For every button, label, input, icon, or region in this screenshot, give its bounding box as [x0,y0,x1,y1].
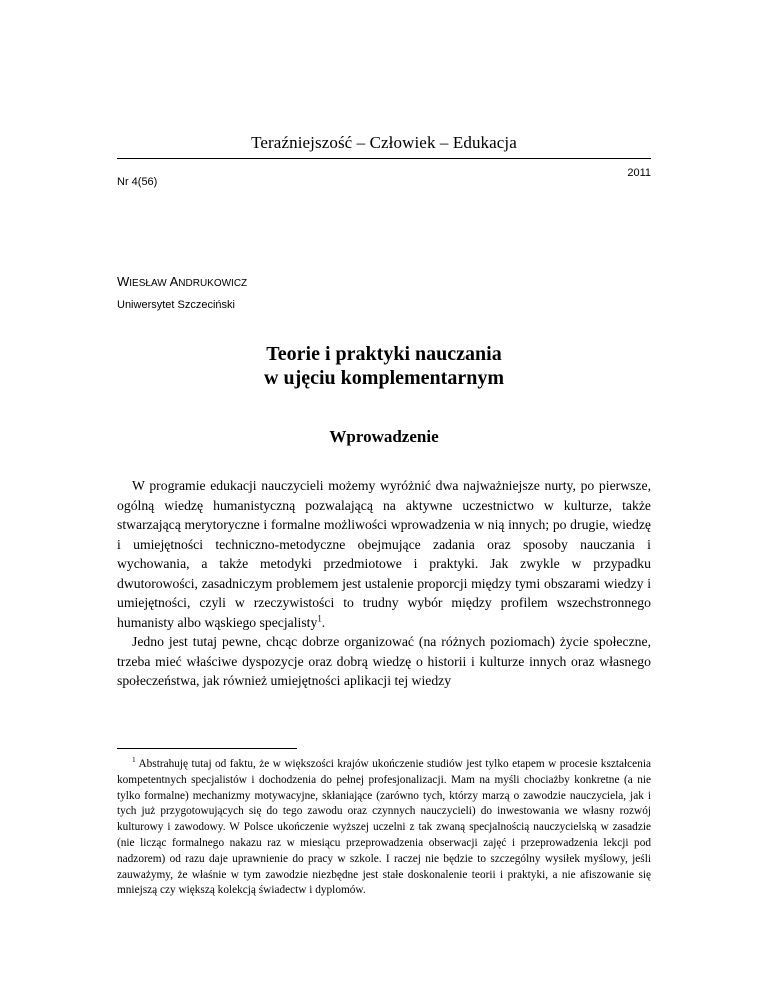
author-name [117,274,247,289]
journal-title: Teraźniejszość – Człowiek – Edukacja [251,133,517,152]
footnote-rule [117,748,297,749]
article-title-line-1: Teorie i praktyki nauczania [266,343,502,365]
issue-year: 2011 [627,167,651,179]
body-text [117,476,651,691]
paragraph-1 [117,476,651,632]
issue-number: Nr 4(56) [117,176,158,188]
footnote-marker: 1 [132,755,136,765]
footnote-reference: 1 [317,612,322,623]
paragraph-1-text: W programie edukacji nauczycieli możemy wyróżnić dwa najważniejsze nurty, po pierwsze, ogólną wiedzę humanistyczną pozwalającą na aktywne uczestnictwo w kulturze, także stwarzającą merytoryczne i formalne możliwości wprowadzenia w nią innych; po drugie, wiedzę i umiejętności techniczno-metodyczne obejmujące zadania oraz sposoby nauczania i wychowania, a także metodyki przedmiotowe i praktyki. Jak zwykle w przypadku dwutorowości, zasadniczym problemem jest ustalenie proporcji między tymi obszarami wiedzy i umiejętności, czyli w rzeczywistości to trudny wybór między profilem wszechstronnego humanisty albo wąskiego specjalisty [117,478,651,630]
section-heading: Wprowadzenie [329,427,439,446]
footnote-text: Abstrahuję tutaj od faktu, że w większości krajów ukończenie studiów jest tylko etapem w procesie kształcenia kompetentnych specjalistów i dochodzenia do pełnej profesjonalizacji. Mam na myśli chociażby konkretne (a nie tylko formalne) mechanizmy motywacyjne, skłaniające (zarówno tych, którzy marzą o zawodzie nauczyciela, jak i tych już przygotowujących się do tego zawodu oraz czynnych nauczycieli) do inwestowania we własny rozwój kulturowy i zawodowy. W Polsce ukończenie wyższej uczelni z tak zwaną specjalnością nauczycielską w zasadzie (nie licząc formalnego nakazu raz w miesiącu przeprowadzenia obserwacji zajęć i przeprowadzenia lekcji pod nadzorem) od razu daje uprawnienie do pracy w szkole. I raczej nie będzie to szczególny wysiłek myślowy, jeśli zauważymy, że właśnie w tym zawodzie niezbędne jest stałe doskonalenie teorii i praktyki, a nie afiszowanie się mniejszą czy większą kolekcją świadectw i dyplomów. [117,758,651,897]
footnote-1 [117,757,651,899]
author-first-rest: IESŁAW [129,278,167,289]
footnote [117,757,651,899]
article-title [0,342,768,390]
author-last-initial: A [169,274,179,289]
author-first-initial: W [117,274,130,289]
article-title-line-2: w ujęciu komplementarnym [264,367,504,389]
paragraph-1-end: . [321,614,326,630]
author-last-rest: NDRUKOWICZ [178,278,248,289]
paragraph-2: Jedno jest tutaj pewne, chcąc dobrze organizować (na różnych poziomach) życie społeczne, trzeba mieć właściwe dyspozycje oraz dobrą wiedzę o historii i kulturze innych oraz własnego społeczeństwa, jak również umiejętności aplikacji tej wiedzy [117,634,651,688]
header-rule [117,158,651,159]
author-affiliation: Uniwersytet Szczeciński [117,299,235,311]
